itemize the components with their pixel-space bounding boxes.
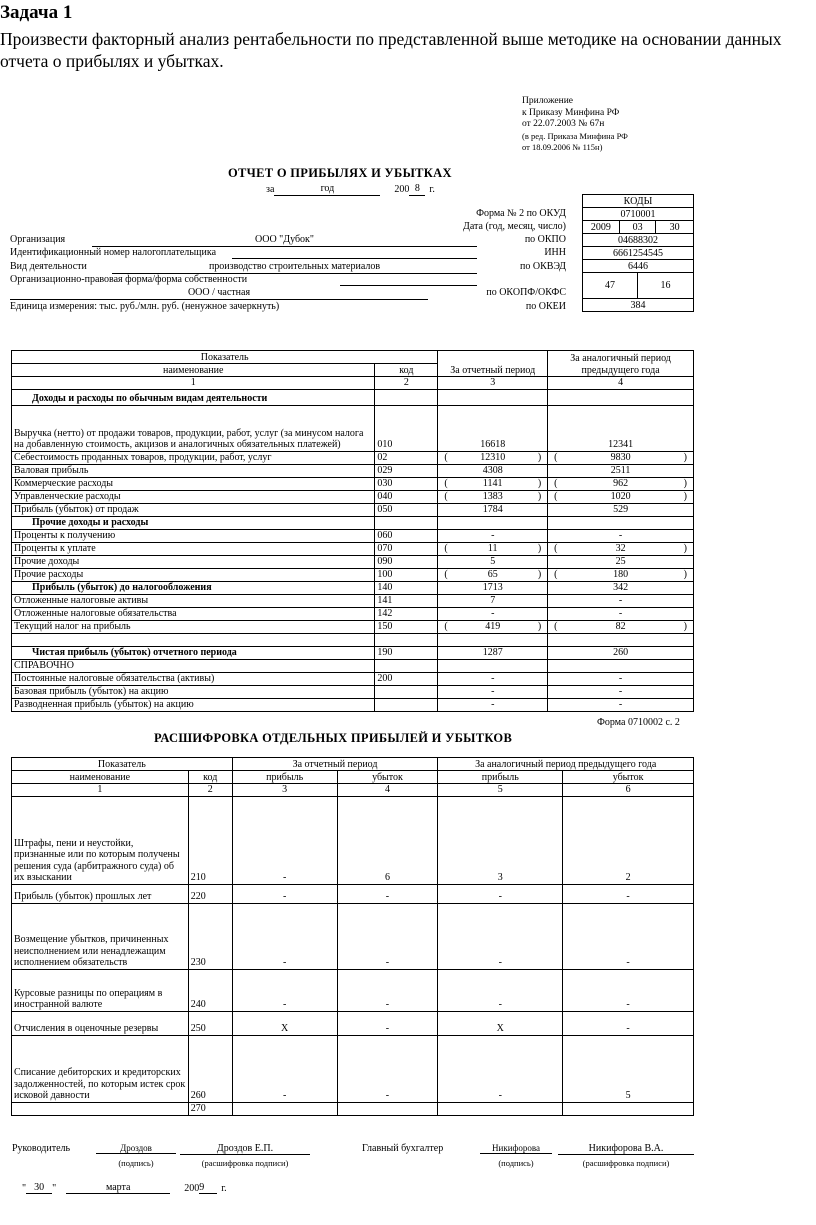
date-day: 30 [656, 221, 694, 234]
detail-row [12, 796, 694, 884]
row-previous [548, 516, 694, 529]
decode-caption: (расшифровка подписи) [201, 1158, 289, 1168]
paren-close: ) [537, 491, 542, 502]
detail-row [12, 903, 694, 969]
detail-title: РАСШИФРОВКА ОТДЕЛЬНЫХ ПРИБЫЛЕЙ И УБЫТКОВ [154, 731, 513, 745]
value: 9830 [610, 452, 631, 463]
row-current: 5 [438, 555, 548, 568]
accountant-label: Главный бухгалтер [362, 1143, 444, 1154]
appendix-line: от 18.09.2006 № 115н) [522, 142, 603, 152]
d-h-profit: прибыль [438, 771, 563, 784]
detail-value [232, 1102, 337, 1115]
appendix-note [522, 96, 628, 154]
row-code [375, 698, 438, 711]
detail-value: - [563, 884, 694, 903]
appendix-line: от 22.07.2003 № 67н [522, 119, 605, 129]
value: 962 [613, 478, 629, 489]
paren-value [440, 478, 545, 490]
row-name: Проценты к уплате [12, 542, 375, 555]
row-previous [548, 389, 694, 405]
table-row [12, 451, 694, 464]
paren-open: ( [554, 452, 558, 463]
inn-org-line [232, 246, 477, 259]
table-row [12, 594, 694, 607]
paren-value [550, 491, 691, 503]
row-code: 060 [375, 529, 438, 542]
inn-code: 6661254545 [583, 247, 694, 260]
row-name: Отложенные налоговые обязательства [12, 607, 375, 620]
decode-caption: (расшифровка подписи) [582, 1158, 670, 1168]
paren-value [550, 478, 691, 490]
date-year: 2009 [583, 221, 620, 234]
period-prefix: за [266, 184, 275, 195]
row-current [438, 389, 548, 405]
paren-close: ) [537, 621, 542, 632]
task-title: Задача 1 [0, 2, 73, 23]
row-name: Текущий налог на прибыль [12, 620, 375, 633]
paren-close: ) [537, 569, 542, 580]
row-name: Проценты к получению [12, 529, 375, 542]
paren-open: ( [444, 543, 448, 554]
row-code: 040 [375, 490, 438, 503]
row-current: 1713 [438, 581, 548, 594]
period-value: год [274, 182, 380, 196]
detail-value: - [337, 969, 438, 1011]
table-row [12, 672, 694, 685]
row-current: - [438, 607, 548, 620]
col-num: 2 [375, 377, 438, 390]
detail-value: - [337, 1035, 438, 1102]
paren-close: ) [537, 452, 542, 463]
row-code [375, 633, 438, 646]
row-current: - [438, 698, 548, 711]
year-suffix: 8 [409, 182, 425, 196]
value: 65 [487, 569, 498, 580]
appendix-line: (в ред. Приказа Минфина РФ [522, 130, 628, 141]
d-col-num: 3 [232, 784, 337, 797]
paren-open: ( [444, 621, 448, 632]
h-name: наименование [12, 364, 375, 377]
row-code: 030 [375, 477, 438, 490]
okfs-code: 16 [638, 273, 694, 299]
report-period [266, 182, 435, 196]
form-label: Организационно-правовая форма/форма собственности [10, 274, 248, 285]
detail-value: - [232, 1035, 337, 1102]
detail-row [12, 884, 694, 903]
row-previous: 529 [548, 503, 694, 516]
okopf-code: 47 [583, 273, 638, 299]
row-name: Выручка (нетто) от продажи товаров, продукции, работ, услуг (за минусом налога на добавленную стоимость, акцизов и аналогичных обязательных платежей) [12, 405, 375, 451]
value: 12310 [480, 452, 506, 463]
row-code: 141 [375, 594, 438, 607]
detail-value [337, 1102, 438, 1115]
sign-year-end: г. [221, 1183, 227, 1194]
paren-value [440, 621, 545, 633]
table-row [12, 542, 694, 555]
sign-date: " 30 " марта 200 9 г. [22, 1182, 227, 1194]
row-current: - [438, 529, 548, 542]
row-current: 16618 [438, 405, 548, 451]
h-previous: За аналогичный период предыдущего года [548, 351, 694, 377]
row-code [375, 685, 438, 698]
detail-value [563, 1102, 694, 1115]
detail-code: 220 [188, 884, 232, 903]
row-name: Разводненная прибыль (убыток) на акцию [12, 698, 375, 711]
row-previous [548, 477, 694, 490]
okpo-code: 04688302 [583, 234, 694, 247]
d-h-profit: прибыль [232, 771, 337, 784]
sign-caption: (подпись) [498, 1158, 534, 1168]
okpo-label: по ОКПО [524, 234, 566, 245]
row-name: Прочие доходы и расходы [12, 516, 375, 529]
row-previous: - [548, 594, 694, 607]
row-code: 02 [375, 451, 438, 464]
row-name: Прибыль (убыток) до налогообложения [12, 581, 375, 594]
paren-close: ) [537, 478, 542, 489]
value: 11 [487, 543, 498, 554]
detail-table [11, 757, 694, 1116]
detail-value: Х [438, 1011, 563, 1035]
detail-value: - [232, 969, 337, 1011]
detail-code: 230 [188, 903, 232, 969]
inn-label: ИНН [544, 247, 566, 258]
paren-open: ( [444, 452, 448, 463]
report-title: ОТЧЕТ О ПРИБЫЛЯХ И УБЫТКАХ [228, 166, 452, 180]
okud-code: 0710001 [583, 208, 694, 221]
okud-label: Форма № 2 по ОКУД [476, 208, 566, 219]
form-line [340, 273, 477, 286]
paren-open: ( [554, 543, 558, 554]
paren-close: ) [683, 621, 687, 632]
head-label: Руководитель [12, 1143, 71, 1154]
detail-value: - [337, 884, 438, 903]
activity-label: Вид деятельности [10, 261, 87, 272]
okei-code: 384 [583, 299, 694, 312]
d-col-num: 6 [563, 784, 694, 797]
detail-value: - [438, 1035, 563, 1102]
row-previous: - [548, 685, 694, 698]
row-current: 4308 [438, 464, 548, 477]
paren-open: ( [444, 569, 448, 580]
row-code: 050 [375, 503, 438, 516]
codes-table [582, 194, 694, 312]
detail-row [12, 1102, 694, 1115]
paren-open: ( [444, 491, 448, 502]
detail-code: 270 [188, 1102, 232, 1115]
table-row [12, 698, 694, 711]
row-current [438, 633, 548, 646]
detail-value: 3 [438, 796, 563, 884]
row-name [12, 633, 375, 646]
value: 32 [615, 543, 626, 554]
table-row [12, 490, 694, 503]
detail-name [12, 1102, 189, 1115]
detail-row [12, 1035, 694, 1102]
detail-name: Прибыль (убыток) прошлых лет [12, 884, 189, 903]
org-value: ООО "Дубок" [92, 233, 477, 247]
detail-value: - [563, 969, 694, 1011]
value: 1383 [482, 491, 503, 502]
table-row [12, 405, 694, 451]
paren-value [550, 452, 691, 464]
detail-name: Отчисления в оценочные резервы [12, 1011, 189, 1035]
table-row [12, 503, 694, 516]
okopf-label: по ОКОПФ/ОКФС [486, 287, 566, 298]
row-name: Управленческие расходы [12, 490, 375, 503]
row-name: Чистая прибыль (убыток) отчетного периода [12, 646, 375, 659]
d-h-code: код [188, 771, 232, 784]
detail-value: - [232, 884, 337, 903]
row-previous [548, 633, 694, 646]
row-name: Прибыль (убыток) от продаж [12, 503, 375, 516]
detail-value: 6 [337, 796, 438, 884]
row-code: 140 [375, 581, 438, 594]
detail-code: 250 [188, 1011, 232, 1035]
detail-value: - [232, 903, 337, 969]
row-previous: - [548, 698, 694, 711]
row-previous [548, 568, 694, 581]
paren-close: ) [683, 478, 687, 489]
table-row [12, 633, 694, 646]
row-name: Коммерческие расходы [12, 477, 375, 490]
row-name: Прочие доходы [12, 555, 375, 568]
d-h-current: За отчетный период [232, 758, 438, 771]
row-previous: 12341 [548, 405, 694, 451]
paren-close: ) [683, 452, 687, 463]
row-previous [548, 542, 694, 555]
h-current: За отчетный период [438, 351, 548, 377]
row-code: 142 [375, 607, 438, 620]
sign-month: марта [66, 1182, 170, 1194]
activity-value: производство строительных материалов [112, 260, 477, 274]
paren-close: ) [683, 569, 687, 580]
table-row [12, 389, 694, 405]
row-previous: - [548, 672, 694, 685]
value: 419 [485, 621, 501, 632]
paren-close: ) [683, 491, 687, 502]
paren-value [550, 569, 691, 581]
year-prefix: 200 [394, 184, 410, 195]
value: 1020 [610, 491, 631, 502]
paren-value [550, 543, 691, 555]
main-table [11, 350, 694, 712]
table-row [12, 581, 694, 594]
row-previous: - [548, 607, 694, 620]
col-num: 1 [12, 377, 375, 390]
col-num: 3 [438, 377, 548, 390]
row-name: СПРАВОЧНО [12, 659, 375, 672]
org-label: Организация [10, 234, 66, 245]
head-name: Дроздов Е.П. [180, 1143, 310, 1155]
detail-row [12, 1011, 694, 1035]
detail-row [12, 969, 694, 1011]
row-current [438, 451, 548, 464]
paren-open: ( [554, 621, 558, 632]
row-previous: 342 [548, 581, 694, 594]
accountant-sign: Никифорова [480, 1143, 552, 1154]
row-current [438, 568, 548, 581]
d-col-num: 1 [12, 784, 189, 797]
detail-value: - [438, 969, 563, 1011]
row-current [438, 620, 548, 633]
row-code: 150 [375, 620, 438, 633]
table-row [12, 646, 694, 659]
task-text: Произвести факторный анализ рентабельности по представленной выше методике на основании данных отчета о прибылях и убытках. [0, 29, 782, 71]
row-current [438, 542, 548, 555]
form-value: ООО / частная [10, 286, 428, 300]
row-previous [548, 451, 694, 464]
detail-value: - [563, 1011, 694, 1035]
detail-value: - [438, 903, 563, 969]
paren-close: ) [537, 543, 542, 554]
row-name: Базовая прибыль (убыток) на акцию [12, 685, 375, 698]
detail-name: Возмещение убытков, причиненных неисполнением или ненадлежащим исполнением обязательств [12, 903, 189, 969]
row-name: Прочие расходы [12, 568, 375, 581]
table-row [12, 477, 694, 490]
accountant-name: Никифорова В.А. [558, 1143, 694, 1155]
appendix-line: к Приказу Минфина РФ [522, 107, 620, 118]
row-current [438, 490, 548, 503]
row-name: Отложенные налоговые активы [12, 594, 375, 607]
row-name: Валовая прибыль [12, 464, 375, 477]
table-row [12, 516, 694, 529]
d-h-indicator: Показатель [12, 758, 233, 771]
table-row [12, 607, 694, 620]
detail-name: Списание дебиторских и кредиторских задолженностей, по которым истек срок исковой давности [12, 1035, 189, 1102]
detail-code: 240 [188, 969, 232, 1011]
paren-open: ( [554, 569, 558, 580]
table-row [12, 464, 694, 477]
head-sign: Дроздов [96, 1143, 176, 1154]
paren-open: ( [444, 478, 448, 489]
date-month: 03 [619, 221, 656, 234]
sign-year-prefix: 200 [184, 1183, 200, 1194]
detail-value: - [337, 1011, 438, 1035]
detail-value: - [232, 796, 337, 884]
okved-label: по ОКВЭД [520, 261, 566, 272]
table-row [12, 568, 694, 581]
year-end: г. [429, 184, 435, 195]
row-current: - [438, 685, 548, 698]
detail-value: 5 [563, 1035, 694, 1102]
unit-label: Единица измерения: тыс. руб./млн. руб. (ненужное зачеркнуть) [10, 301, 280, 312]
appendix-line: Приложение [522, 96, 573, 106]
row-code [375, 516, 438, 529]
row-code: 070 [375, 542, 438, 555]
d-col-num: 5 [438, 784, 563, 797]
detail-form-label: Форма 0710002 с. 2 [597, 717, 680, 728]
row-code: 029 [375, 464, 438, 477]
row-code: 200 [375, 672, 438, 685]
row-previous [548, 659, 694, 672]
row-code [375, 659, 438, 672]
detail-name: Курсовые разницы по операциям в иностранной валюте [12, 969, 189, 1011]
okved-code: 6446 [583, 260, 694, 273]
value: 180 [613, 569, 629, 580]
value: 82 [615, 621, 626, 632]
row-code: 190 [375, 646, 438, 659]
row-current: 1287 [438, 646, 548, 659]
h-indicator: Показатель [12, 351, 438, 364]
detail-value: Х [232, 1011, 337, 1035]
d-h-name: наименование [12, 771, 189, 784]
row-current: - [438, 672, 548, 685]
paren-value [440, 491, 545, 503]
sign-caption: (подпись) [118, 1158, 154, 1168]
row-current: 1784 [438, 503, 548, 516]
row-name: Себестоимость проданных товаров, продукции, работ, услуг [12, 451, 375, 464]
col-num: 4 [548, 377, 694, 390]
detail-value: - [563, 903, 694, 969]
row-previous [548, 490, 694, 503]
paren-close: ) [683, 543, 687, 554]
paren-value [440, 569, 545, 581]
table-row [12, 555, 694, 568]
row-name: Постоянные налоговые обязательства (активы) [12, 672, 375, 685]
paren-value [440, 452, 545, 464]
paren-open: ( [554, 491, 558, 502]
detail-value [438, 1102, 563, 1115]
table-row [12, 529, 694, 542]
h-code: код [375, 364, 438, 377]
inn-org-label: Идентификационный номер налогоплательщика [10, 247, 217, 258]
okei-label: по ОКЕИ [525, 301, 566, 312]
row-current: 7 [438, 594, 548, 607]
codes-header: КОДЫ [583, 195, 694, 208]
row-code: 010 [375, 405, 438, 451]
row-previous: 260 [548, 646, 694, 659]
sign-day: 30 [26, 1182, 52, 1194]
d-h-loss: убыток [337, 771, 438, 784]
row-code: 100 [375, 568, 438, 581]
row-previous: 2511 [548, 464, 694, 477]
d-col-num: 2 [188, 784, 232, 797]
row-current [438, 477, 548, 490]
paren-value [550, 621, 691, 633]
row-previous: 25 [548, 555, 694, 568]
d-col-num: 4 [337, 784, 438, 797]
row-current [438, 659, 548, 672]
sign-year-suffix: 9 [199, 1182, 217, 1194]
table-row [12, 620, 694, 633]
detail-value: - [337, 903, 438, 969]
row-previous: - [548, 529, 694, 542]
row-code [375, 389, 438, 405]
row-code: 090 [375, 555, 438, 568]
date-label: Дата (год, месяц, число) [463, 221, 566, 232]
value: 1141 [482, 478, 503, 489]
d-h-previous: За аналогичный период предыдущего года [438, 758, 694, 771]
paren-open: ( [554, 478, 558, 489]
detail-code: 260 [188, 1035, 232, 1102]
detail-value: 2 [563, 796, 694, 884]
detail-value: - [438, 884, 563, 903]
d-h-loss: убыток [563, 771, 694, 784]
detail-name: Штрафы, пени и неустойки, признанные или по которым получены решения суда (арбитражного суда) об их взыскании [12, 796, 189, 884]
paren-value [440, 543, 545, 555]
detail-code: 210 [188, 796, 232, 884]
row-previous [548, 620, 694, 633]
table-row [12, 659, 694, 672]
table-row [12, 685, 694, 698]
row-current [438, 516, 548, 529]
row-name: Доходы и расходы по обычным видам деятельности [12, 389, 375, 405]
